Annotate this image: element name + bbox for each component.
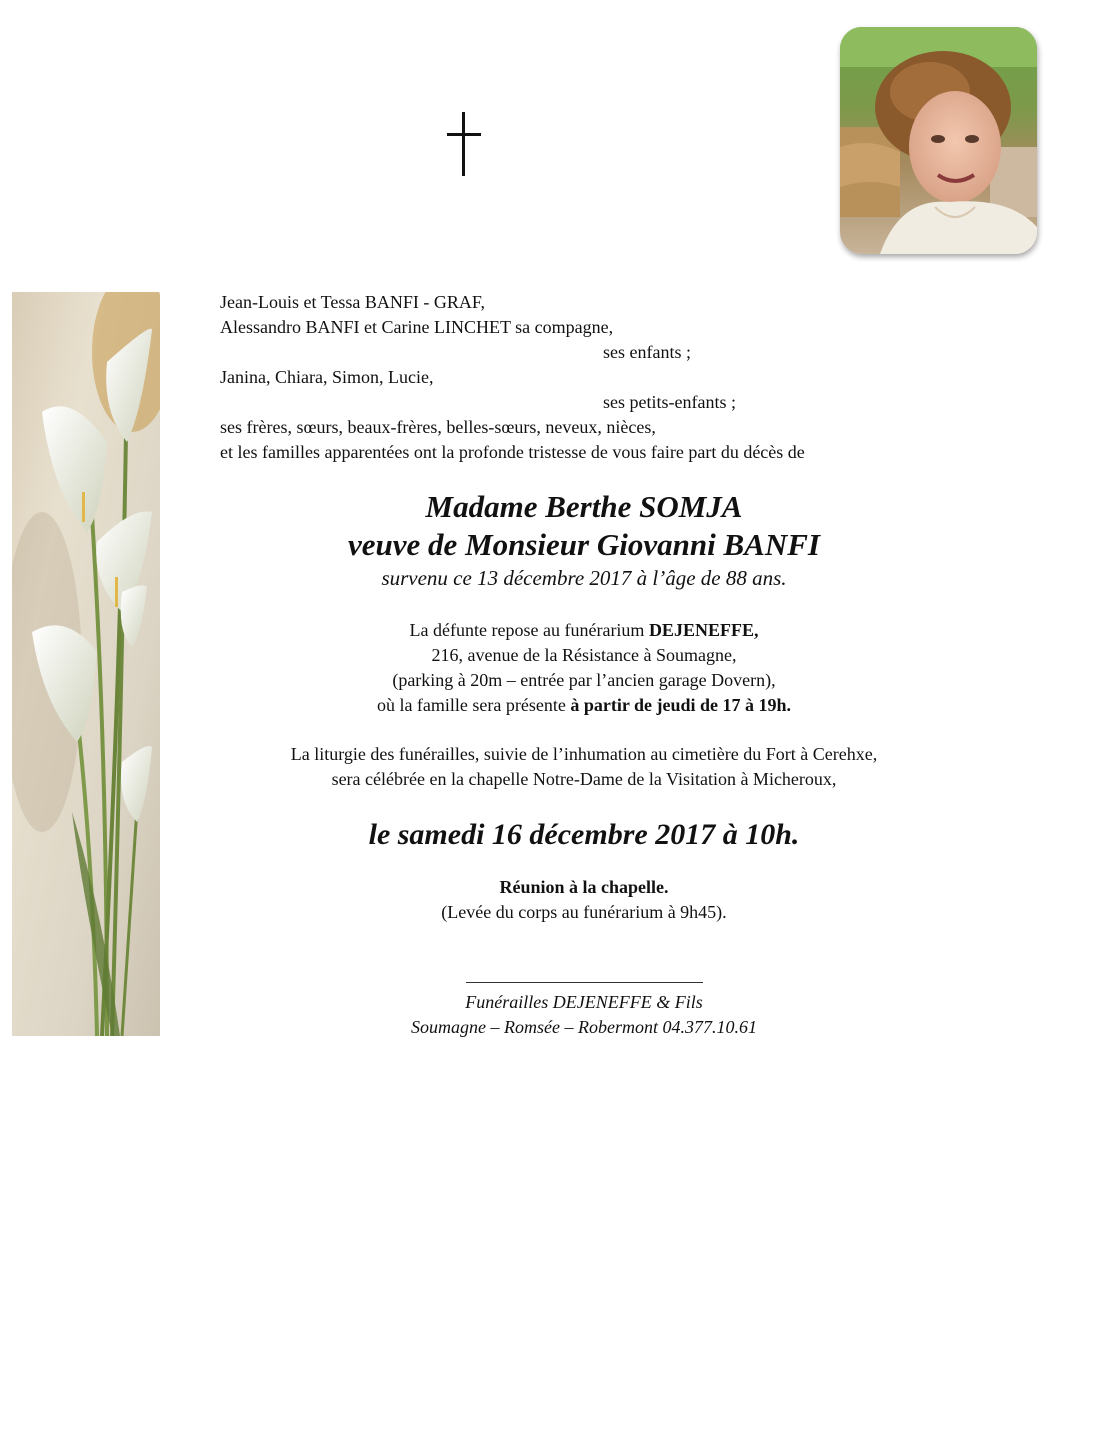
rest-details xyxy=(230,618,938,718)
footer-company: Funérailles DEJENEFFE & Fils xyxy=(465,992,703,1012)
meeting-line-2: (Levée du corps au funérarium à 9h45). xyxy=(441,902,727,922)
family-line-3: ses enfants ; xyxy=(603,342,691,362)
family-line-6: ses frères, sœurs, beaux-frères, belles-sœurs, neveux, nièces, xyxy=(220,417,656,437)
rest-line-1 xyxy=(230,618,938,643)
deceased-name: Madame Berthe SOMJA xyxy=(425,489,743,524)
death-date-line xyxy=(230,566,938,590)
family-line-5: ses petits-enfants ; xyxy=(603,392,736,412)
deceased-on: survenu ce 13 décembre 2017 à l’âge de 88 ans. xyxy=(381,566,787,590)
family-announcement xyxy=(220,290,980,465)
cross-icon xyxy=(447,112,481,176)
family-line-1: Jean-Louis et Tessa BANFI - GRAF, xyxy=(220,292,485,312)
rest-line-2: 216, avenue de la Résistance à Soumagne, xyxy=(431,645,737,665)
rest-line-1-text: La défunte repose au funérarium xyxy=(409,620,649,640)
footer xyxy=(230,964,938,1040)
portrait-photo xyxy=(840,27,1037,254)
deceased-name-block xyxy=(230,488,938,564)
ceremony-date: le samedi 16 décembre 2017 à 10h. xyxy=(368,818,800,851)
meeting-details xyxy=(230,875,938,925)
meeting-line-1: Réunion à la chapelle. xyxy=(499,877,669,897)
family-line-7: et les familles apparentées ont la profonde tristesse de vous faire part du décès de xyxy=(220,442,805,462)
family-line-4: Janina, Chiara, Simon, Lucie, xyxy=(220,367,434,387)
footer-locations: Soumagne – Romsée – Robermont 04.377.10.61 xyxy=(411,1017,757,1037)
calla-lily-image xyxy=(12,292,160,1036)
rest-line-4 xyxy=(230,693,938,718)
rest-line-4-text: où la famille sera présente xyxy=(376,695,571,715)
family-line-2: Alessandro BANFI et Carine LINCHET sa compagne, xyxy=(220,317,614,337)
liturgy-line-1: La liturgie des funérailles, suivie de l’inhumation au cimetière du Fort à Cerehxe, xyxy=(290,744,878,764)
footer-divider xyxy=(230,964,938,990)
liturgy-line-2: sera célébrée en la chapelle Notre-Dame de la Visitation à Micheroux, xyxy=(331,769,837,789)
visiting-hours: à partir de jeudi de 17 à 19h. xyxy=(570,695,792,715)
widow-of: veuve de Monsieur Giovanni BANFI xyxy=(348,527,820,562)
rest-line-3: (parking à 20m – entrée par l’ancien garage Dovern), xyxy=(392,670,776,690)
funeral-home-name: DEJENEFFE, xyxy=(648,620,759,640)
ceremony-date-block xyxy=(230,816,938,854)
liturgy-details xyxy=(230,742,938,792)
